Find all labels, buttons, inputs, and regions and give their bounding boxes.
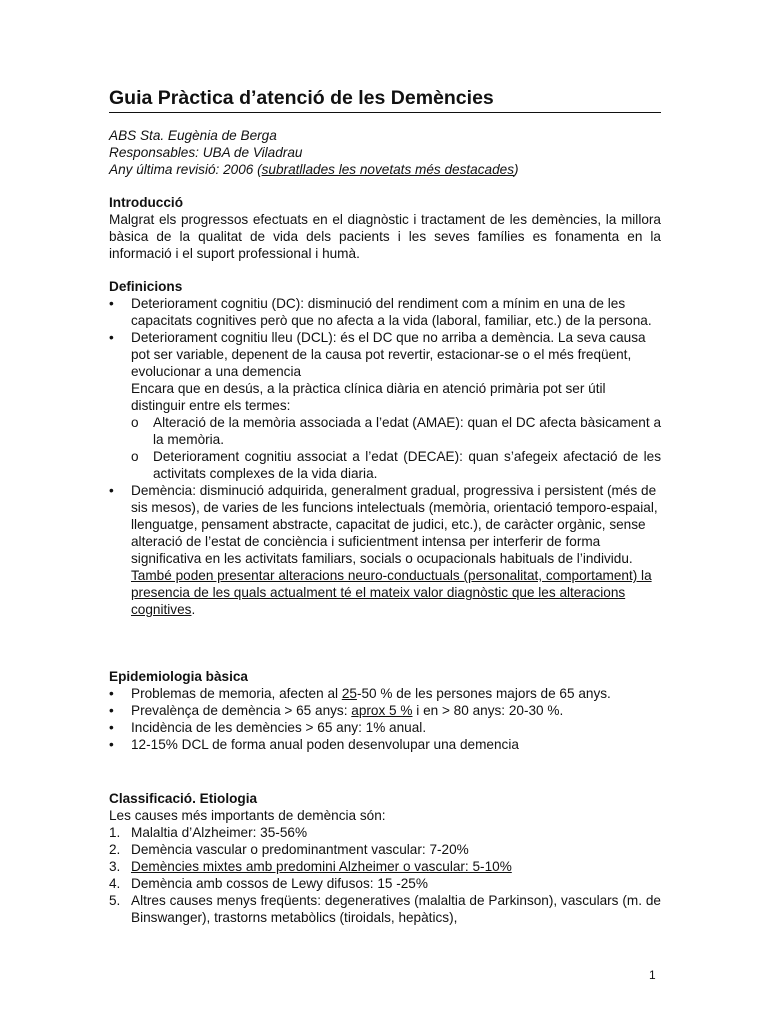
classification-intro: Les causes més importants de demència són:: [109, 808, 386, 823]
dcl-subtypes-list: [131, 414, 661, 482]
document-title: Guia Pràctica d’atenció de les Demències: [109, 86, 661, 113]
definition-dcl: [109, 329, 661, 482]
cause-item: [109, 824, 661, 841]
epi-item1-underlined: 25: [341, 686, 357, 701]
epidemiology-heading: Epidemiologia bàsica: [109, 669, 248, 684]
definition-dementia: [109, 482, 661, 618]
dcl-note: Encara que en desús, a la pràctica clínica diària en atenció primària pot ser útil distinguir entre els termes:: [131, 381, 606, 413]
cause-text: Altres causes menys freqüents: degeneratives (malaltia de Parkinson), vasculars (m. de Binswanger), trastorns metabòlics (tiroidals, hepàtics),: [131, 893, 661, 925]
intro-text: Malgrat els progressos efectuats en el diagnòstic i tractament de les demències, la millora bàsica de la qualitat de vida dels pacients i les seves famílies es fonamenta en la informació i el suport professional i humà.: [109, 212, 661, 261]
section-classification: [109, 790, 661, 926]
cause-number: 4.: [109, 876, 121, 891]
revision-suffix: ): [514, 162, 519, 177]
classification-list: [109, 824, 661, 926]
epi-item-memory: [109, 685, 661, 702]
classification-heading: Classificació. Etiologia: [109, 791, 258, 806]
cause-text: Malaltia d’Alzheimer: 35-56%: [131, 825, 308, 840]
revision-prefix: Any última revisió: 2006 (: [109, 162, 262, 177]
section-definitions: [109, 278, 661, 618]
definitions-list: [109, 295, 661, 618]
epi-item2-a: Prevalènça de demència > 65 anys:: [131, 703, 352, 718]
epi-item-dcl: • 12-15% DCL de forma anual poden desenvolupar una demencia: [109, 736, 661, 753]
cause-text: Demència amb cossos de Lewy difusos: 15 -25%: [131, 876, 428, 891]
epi-item2-underlined: aprox 5 %: [351, 703, 413, 718]
epi-item2-b: i en > 80 anys: 20-30 %.: [412, 703, 564, 718]
page-number: 1: [649, 968, 656, 982]
revision-line: [109, 161, 669, 178]
responsables: Responsables: UBA de Viladrau: [109, 145, 303, 160]
section-epidemiology: [109, 668, 661, 753]
cause-item: [109, 858, 661, 875]
cause-number: 3.: [109, 859, 121, 874]
definitions-heading: Definicions: [109, 279, 183, 294]
cause-item: [109, 892, 661, 926]
definition-dementia-text: Demència: disminució adquirida, generalment gradual, progressiva i persistent (més de sis mesos), de varies de les funcions intelectuals (memòria, orientació temporo-espaial, llenguatge, pensament abstracte, capacitat de judici, etc.), de caràcter orgànic, sense alteració de l’estat de conciència i suficientment intensa per interferir de forma significativa en les activitats familiars, socials o ocupacionals habituals de l’individu.: [131, 483, 658, 566]
subtype-amae: o Alteració de la memòria associada a l’edat (AMAE): quan el DC afecta bàsicament a la memòria.: [131, 414, 661, 448]
definition-dcl-text: Deteriorament cognitiu lleu (DCL): és el DC que no arriba a demència. La seva causa pot ser variable, depenent de la causa pot revertir, estacionar-se o el més freqüent, evolucionar a una demencia: [131, 330, 646, 379]
epi-item1-a: Problemas de memoria, afecten al: [131, 686, 342, 701]
cause-text: Demència vascular o predominantment vascular: 7-20%: [131, 842, 469, 857]
definition-dc-text: Deteriorament cognitiu (DC): disminució del rendiment com a mínim en una de les capacitats cognitives però que no afecta a la vida (laboral, familiar, etc.) de la persona.: [131, 296, 652, 328]
epi-item1-b: -50 % de les persones majors de 65 anys.: [356, 686, 611, 701]
cause-text: Demències mixtes amb predomini Alzheimer o vascular: 5-10%: [131, 859, 512, 874]
dementia-end: .: [191, 602, 196, 617]
health-center: ABS Sta. Eugènia de Berga: [109, 128, 277, 143]
cause-number: 5.: [109, 893, 121, 908]
section-introduction: [109, 194, 661, 262]
revision-underlined: subratllades les novetats més destacades: [261, 162, 515, 177]
epi-item-incidence: • Incidència de les demències > 65 any: 1% anual.: [109, 719, 661, 736]
document-meta: [109, 127, 669, 178]
cause-number: 2.: [109, 842, 121, 857]
cause-number: 1.: [109, 825, 121, 840]
definition-dc: [109, 295, 661, 329]
subtype-decae: o Deteriorament cognitiu associat a l’edat (DECAE): quan s’afegeix afectació de les activitats complexes de la vida diaria.: [131, 448, 661, 482]
dementia-underlined-note: També poden presentar alteracions neuro-conductuals (personalitat, comportament) la presencia de les quals actualment té el mateix valor diagnòstic que les alteracions cognitives: [131, 568, 652, 617]
intro-heading: Introducció: [109, 195, 184, 210]
epi-item-prevalence: [109, 702, 661, 719]
epidemiology-list: [109, 685, 661, 753]
cause-item: [109, 841, 661, 858]
cause-item: [109, 875, 661, 892]
